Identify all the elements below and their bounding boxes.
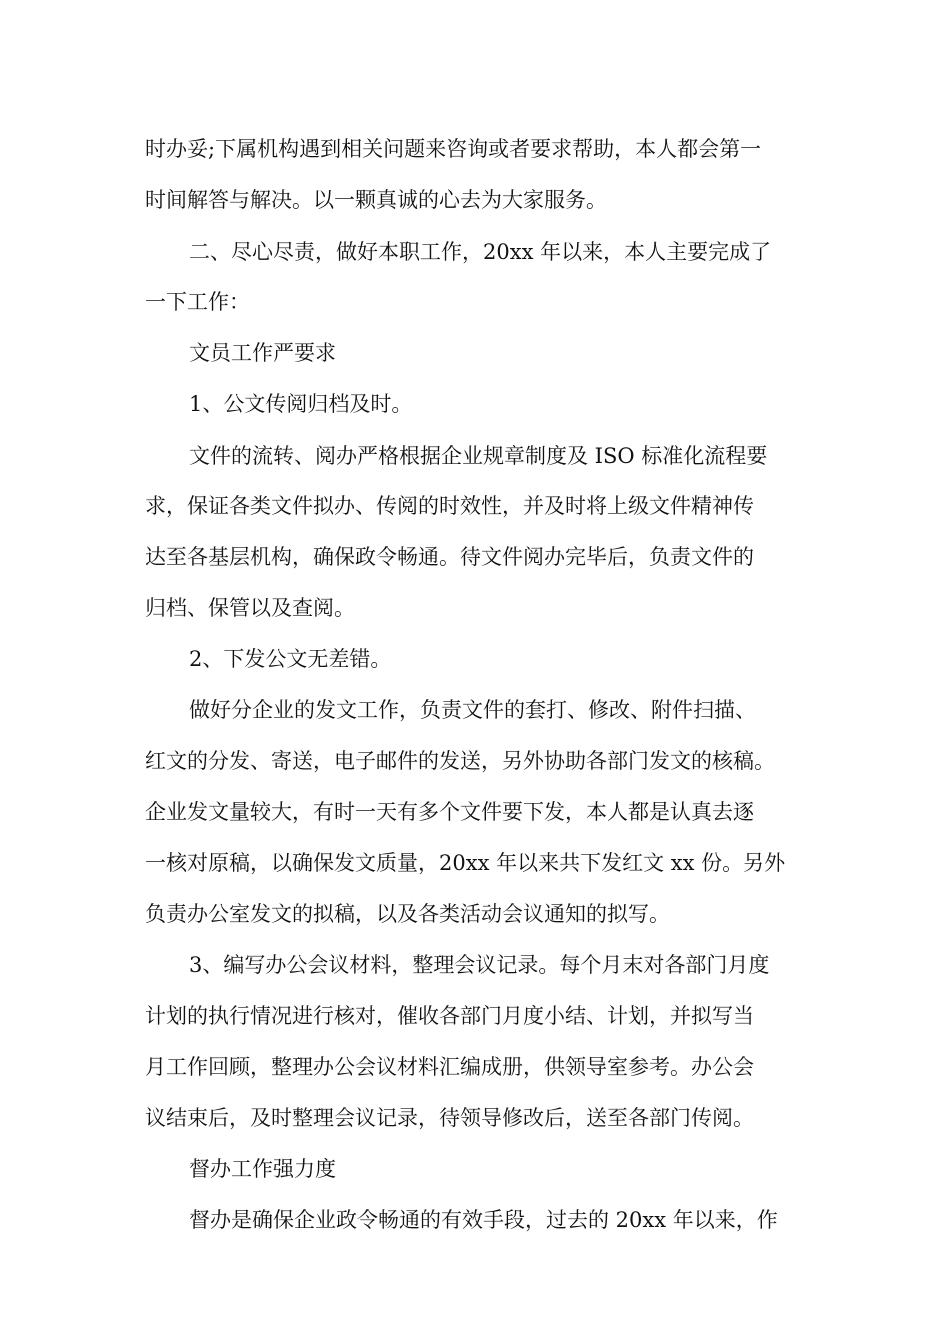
text-line: 一下工作： — [145, 290, 250, 314]
text-line: 一核对原稿，以确保发文质量，20xx 年以来共下发红文 xx 份。另外 — [145, 851, 786, 875]
text-line: 议结束后，及时整理会议记录，待领导修改后，送至各部门传阅。 — [145, 1106, 754, 1130]
text-line: 负责办公室发文的拟稿，以及各类活动会议通知的拟写。 — [145, 902, 670, 926]
section-heading: 文员工作严要求 — [189, 341, 336, 365]
text-line: 做好分企业的发文工作，负责文件的套打、修改、附件扫描、 — [189, 698, 756, 722]
section-heading: 督办工作强力度 — [189, 1157, 336, 1181]
text-line: 3、编写办公会议材料，整理会议记录。每个月末对各部门月度 — [189, 953, 770, 977]
text-line: 计划的执行情况进行核对，催收各部门月度小结、计划，并拟写当 — [145, 1004, 754, 1028]
text-line: 时间解答与解决。以一颗真诚的心去为大家服务。 — [145, 188, 607, 212]
text-line: 企业发文量较大，有时一天有多个文件要下发，本人都是认真去逐 — [145, 800, 754, 824]
text-line: 月工作回顾，整理办公会议材料汇编成册，供领导室参考。办公会 — [145, 1055, 754, 1079]
text-line: 文件的流转、阅办严格根据企业规章制度及 ISO 标准化流程要 — [189, 444, 768, 468]
text-line: 达至各基层机构，确保政令畅通。待文件阅办完毕后，负责文件的 — [145, 545, 754, 569]
text-line: 时办妥;下属机构遇到相关问题来咨询或者要求帮助，本人都会第一 — [145, 137, 762, 161]
text-line: 二、尽心尽责，做好本职工作，20xx 年以来，本人主要完成了 — [189, 240, 772, 264]
text-line: 归档、保管以及查阅。 — [145, 596, 355, 620]
text-line: 求，保证各类文件拟办、传阅的时效性，并及时将上级文件精神传 — [145, 494, 754, 518]
item-heading: 1、公文传阅归档及时。 — [189, 392, 413, 416]
item-heading: 2、下发公文无差错。 — [189, 647, 392, 671]
text-line: 红文的分发、寄送，电子邮件的发送，另外协助各部门发文的核稿。 — [145, 749, 775, 773]
text-line: 督办是确保企业政令畅通的有效手段，过去的 20xx 年以来，作 — [189, 1208, 778, 1232]
